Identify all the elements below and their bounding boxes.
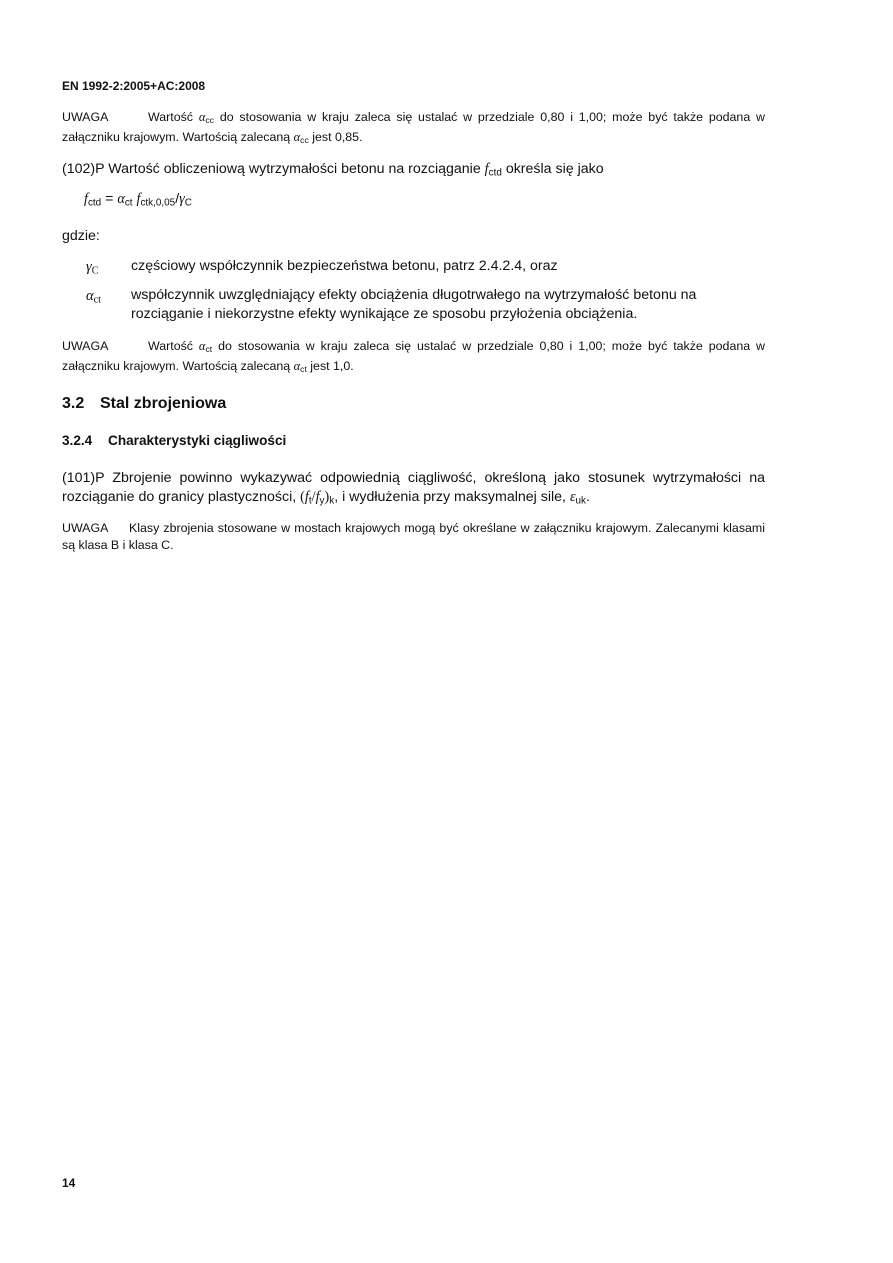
note-text: Klasy zbrojenia stosowane w mostach krajowych mogą być określane w załączniku krajowym. Zalecanymi klasami są klasa B i klasa C. <box>62 521 765 552</box>
ratio-close: ) <box>324 489 330 505</box>
clause-102 <box>62 160 765 182</box>
subsection-number: 3.2.4 <box>62 433 93 448</box>
subsection-title: Charakterystyki ciągliwości <box>108 433 287 448</box>
fy-subscript: y <box>319 495 325 507</box>
def-alpha-text: współczynnik uwzględniający efekty obciążenia długotrwałego na wytrzymałość betonu na rozciąganie i niekorzystne efekty wynikające ze sposobu przyłożenia obciążenia. <box>131 287 697 322</box>
formula-lhs: f <box>84 191 88 207</box>
fy-symbol: f <box>315 489 320 505</box>
alpha-ct-subscript: ct <box>300 364 307 375</box>
formula-f: f <box>136 191 141 207</box>
note-reinforcement-classes <box>62 520 765 554</box>
clause-text: (102)P Wartość obliczeniową wytrzymałości betonu na rozciąganie <box>62 161 485 177</box>
def-gamma-symbol: $\gamma_C$ <box>86 259 99 277</box>
fctd-symbol: f <box>484 161 489 177</box>
note-label: UWAGA <box>62 110 109 124</box>
alpha-ct-symbol: α <box>198 339 206 353</box>
note-text: Wartość <box>148 339 199 353</box>
formula-f-sub: ctk,0,05 <box>140 197 176 209</box>
ratio-open: ( <box>300 489 305 505</box>
ratio-slash: / <box>311 489 316 505</box>
ft-symbol: f <box>304 489 309 505</box>
note-text: Wartość <box>148 110 199 124</box>
formula-equals: = <box>101 191 118 207</box>
note-text: do stosowania w kraju zaleca się ustalać w przedziale 0,80 i 1,00; może być także podana w załączniku krajowym. Wartością zalecaną <box>62 339 765 374</box>
note-label: UWAGA <box>62 521 109 535</box>
alpha-cc-subscript: cc <box>300 135 309 146</box>
section-heading <box>62 395 226 413</box>
alpha-ct-symbol: α <box>293 359 301 374</box>
formula-alpha: α <box>117 191 125 207</box>
section-title: Stal zbrojeniowa <box>100 395 227 412</box>
alpha-cc-subscript: cc <box>205 115 214 126</box>
formula-gamma: γ <box>179 191 185 207</box>
section-number: 3.2 <box>62 395 85 412</box>
note-alpha-ct <box>62 338 765 378</box>
clause-text: , i wydłużenia przy maksymalnej sile, <box>334 489 570 505</box>
alpha-cc-symbol: α <box>198 110 206 124</box>
epsilon-symbol: ε <box>569 489 576 505</box>
document-id: EN 1992-2:2005+AC:2008 <box>62 79 206 93</box>
formula-alpha-sub: ct <box>124 197 133 209</box>
clause-text: . <box>586 489 590 505</box>
def-gamma-text: częściowy współczynnik bezpieczeństwa betonu, patrz 2.4.2.4, oraz <box>131 258 558 274</box>
clause-text: (101)P Zbrojenie powinno wykazywać odpowiednią ciągliwość, określoną jako stosunek wytrzymałości na rozciąganie do granicy plastyczności, <box>62 470 765 505</box>
alpha-cc-symbol: α <box>293 130 301 145</box>
formula-fctd <box>84 191 192 208</box>
note-text: jest 1,0. <box>306 359 354 374</box>
subsection-heading <box>62 433 286 448</box>
where-label: gdzie: <box>62 228 100 244</box>
formula-slash: / <box>175 191 180 207</box>
note-alpha-cc <box>62 109 765 149</box>
ft-subscript: t <box>308 495 312 507</box>
k-subscript: k <box>329 495 335 507</box>
clause-101 <box>62 469 765 510</box>
note-text: do stosowania w kraju zaleca się ustalać w przedziale 0,80 i 1,00; może być także podana w załączniku krajowym. Wartością zalecaną <box>62 110 765 145</box>
epsilon-subscript: uk <box>575 495 587 507</box>
def-alpha-symbol: $\alpha_{ct}$ <box>86 288 101 306</box>
fctd-subscript: ctd <box>488 167 502 179</box>
formula-lhs-sub: ctd <box>87 197 102 209</box>
alpha-ct-subscript: ct <box>205 344 213 355</box>
note-label: UWAGA <box>62 339 109 353</box>
page-number: 14 <box>62 1176 76 1190</box>
formula-gamma-sub: C <box>184 197 192 209</box>
note-text: jest 0,85. <box>308 130 363 145</box>
clause-text: określa się jako <box>501 161 604 177</box>
